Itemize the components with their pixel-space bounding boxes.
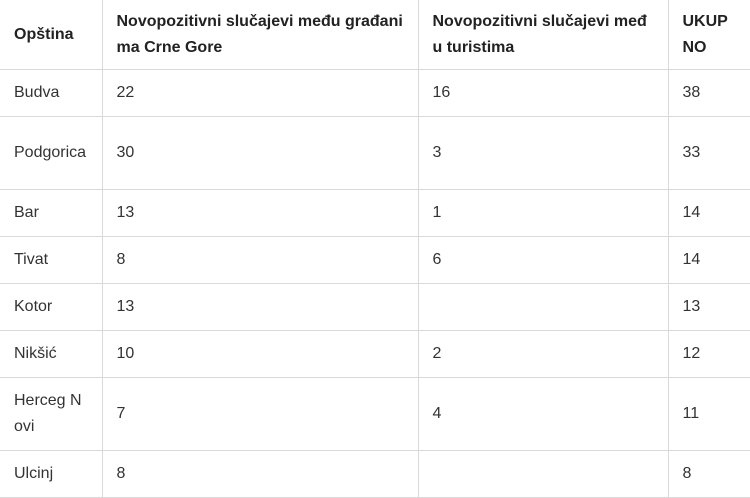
citizens-cell: 13 <box>102 284 418 331</box>
total-cell: 38 <box>668 70 750 117</box>
table-row <box>0 284 750 331</box>
tourists-cell <box>418 284 668 331</box>
municipality-cell: Bar <box>0 190 102 237</box>
tourists-cell: 3 <box>418 117 668 190</box>
table-header-row <box>0 0 750 70</box>
tourists-cell: 6 <box>418 237 668 284</box>
table-row <box>0 451 750 498</box>
municipality-cell: Tivat <box>0 237 102 284</box>
table-row <box>0 190 750 237</box>
citizens-cell: 10 <box>102 331 418 378</box>
total-cell: 14 <box>668 190 750 237</box>
total-cell: 8 <box>668 451 750 498</box>
municipality-cell: Budva <box>0 70 102 117</box>
table-row <box>0 378 750 451</box>
tourists-cell: 1 <box>418 190 668 237</box>
municipality-cell: Podgorica <box>0 117 102 190</box>
table-row <box>0 331 750 378</box>
table-row <box>0 237 750 284</box>
total-cell: 33 <box>668 117 750 190</box>
header-cases-tourists: Novopozitivni slučajevi među turistima <box>418 0 668 70</box>
tourists-cell: 4 <box>418 378 668 451</box>
header-municipality: Opština <box>0 0 102 70</box>
citizens-cell: 13 <box>102 190 418 237</box>
citizens-cell: 8 <box>102 451 418 498</box>
total-cell: 14 <box>668 237 750 284</box>
total-cell: 13 <box>668 284 750 331</box>
citizens-cell: 8 <box>102 237 418 284</box>
municipality-cell: Ulcinj <box>0 451 102 498</box>
citizens-cell: 22 <box>102 70 418 117</box>
table-row <box>0 70 750 117</box>
header-total: UKUPNO <box>668 0 750 70</box>
citizens-cell: 7 <box>102 378 418 451</box>
citizens-cell: 30 <box>102 117 418 190</box>
tourists-cell <box>418 451 668 498</box>
total-cell: 12 <box>668 331 750 378</box>
municipality-cell: Herceg Novi <box>0 378 102 451</box>
total-cell: 11 <box>668 378 750 451</box>
tourists-cell: 2 <box>418 331 668 378</box>
municipality-cell: Nikšić <box>0 331 102 378</box>
municipality-cell: Kotor <box>0 284 102 331</box>
header-cases-citizens: Novopozitivni slučajevi među građanima Crne Gore <box>102 0 418 70</box>
table-row <box>0 117 750 190</box>
tourists-cell: 16 <box>418 70 668 117</box>
